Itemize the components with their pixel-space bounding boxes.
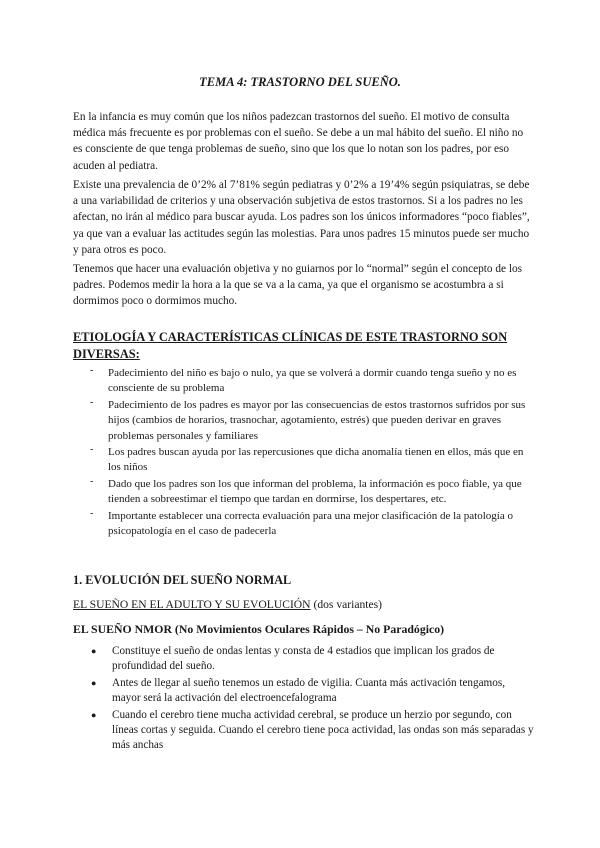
list-item: - Padecimiento del niño es bajo o nulo, ya que se volverá a dormir cuando tenga sueño y no es consciente de su problema: [90, 365, 517, 395]
dash-bullet: -: [90, 365, 94, 376]
dash-bullet: -: [90, 475, 94, 487]
section-1-title: 1. EVOLUCIÓN DEL SUEÑO NORMAL: [73, 573, 292, 587]
dot-bullet: ●: [91, 677, 97, 688]
list-item: - Los padres buscan ayuda por las repercusiones que dicha anomalía tienen en ellos, más que en los niños: [90, 444, 524, 474]
nmor-sleep-title: EL SUEÑO NMOR (No Movimientos Oculares Rápidos – No Paradógico): [73, 622, 445, 636]
nmor-list: [90, 644, 536, 755]
adult-sleep-subtitle: EL SUEÑO EN EL ADULTO Y SU EVOLUCIÓN (dos variantes): [73, 598, 383, 611]
list-item: ● Cuando el cerebro tiene mucha actividad cerebral, se produce un herzio por segundo, con líneas cortas y seguida. Cuando el cerebro tiene poca actividad, las ondas son más separadas y más anchas: [91, 708, 534, 752]
list-item: - Dado que los padres son los que informan del problema, la información es poco fiable, ya que tienden a sobreestimar el tiempo que tardan en dormirse, los despertares, etc.: [90, 475, 522, 506]
document-title: TEMA 4: TRASTORNO DEL SUEÑO.: [199, 75, 401, 89]
dot-bullet: ●: [91, 646, 97, 656]
list-item: - Importante establecer una correcta evaluación para una mejor clasificación de la patología o psicopatología en el caso de padecerla: [90, 507, 513, 538]
intro-paragraph-2: Existe una prevalencia de 0’2% al 7’81% según pediatras y 0’2% a 19’4% según psiquiatras, se debe a una variabilidad de criterios y una observación subjetiva de estos trastornos. Si a los padres no les afectan, no irán al médico para buscar ayuda. Los padres son los únicos informadores “poco fiables”, ya que van a evaluar las actitudes según las molestias. Para unos padres 15 minutos puede ser mucho y para otros es poco.: [73, 179, 530, 256]
etiology-list: [90, 366, 530, 540]
dash-bullet: -: [90, 507, 94, 519]
intro-paragraph-3: Tenemos que hacer una evaluación objetiva y no guiarnos por lo “normal” según el concepto de los padres. Podemos medir la hora a la que se va a la cama, ya que el organismo se acostumbra a si dormimos poco o dormimos mucho.: [73, 263, 523, 308]
dot-bullet: ●: [91, 709, 97, 720]
list-item: ● Antes de llegar al sueño tenemos un estado de vigilia. Cuanta más activación tengamos, mayor será la activación del electroencefalograma: [91, 676, 506, 705]
dash-bullet: -: [90, 396, 94, 408]
list-item: - Padecimiento de los padres es mayor por las consecuencias de estos trastornos sufridos por sus hijos (cambios de horarios, trasnochar, agotamiento, estrés) que pueden derivar en graves problemas personales y familiares: [90, 396, 526, 442]
dash-bullet: -: [90, 444, 94, 456]
list-item: ● Constituye el sueño de ondas lentas y consta de 4 estadios que implican los grados de profundidad del sueño.: [91, 645, 495, 673]
intro-paragraph-1: En la infancia es muy común que los niños padezcan trastornos del sueño. El motivo de consulta médica más frecuente es por problemas con el sueño. Se debe a un mal hábito del sueño. El niño no es consciente de que tenga problemas de sueño, sino que los que lo notan son los padres, por eso acuden al pediatra.: [73, 111, 524, 172]
etiology-heading: ETIOLOGÍA Y CARACTERÍSTICAS CLÍNICAS DE ESTE TRASTORNO SON DIVERSAS:: [73, 330, 508, 361]
